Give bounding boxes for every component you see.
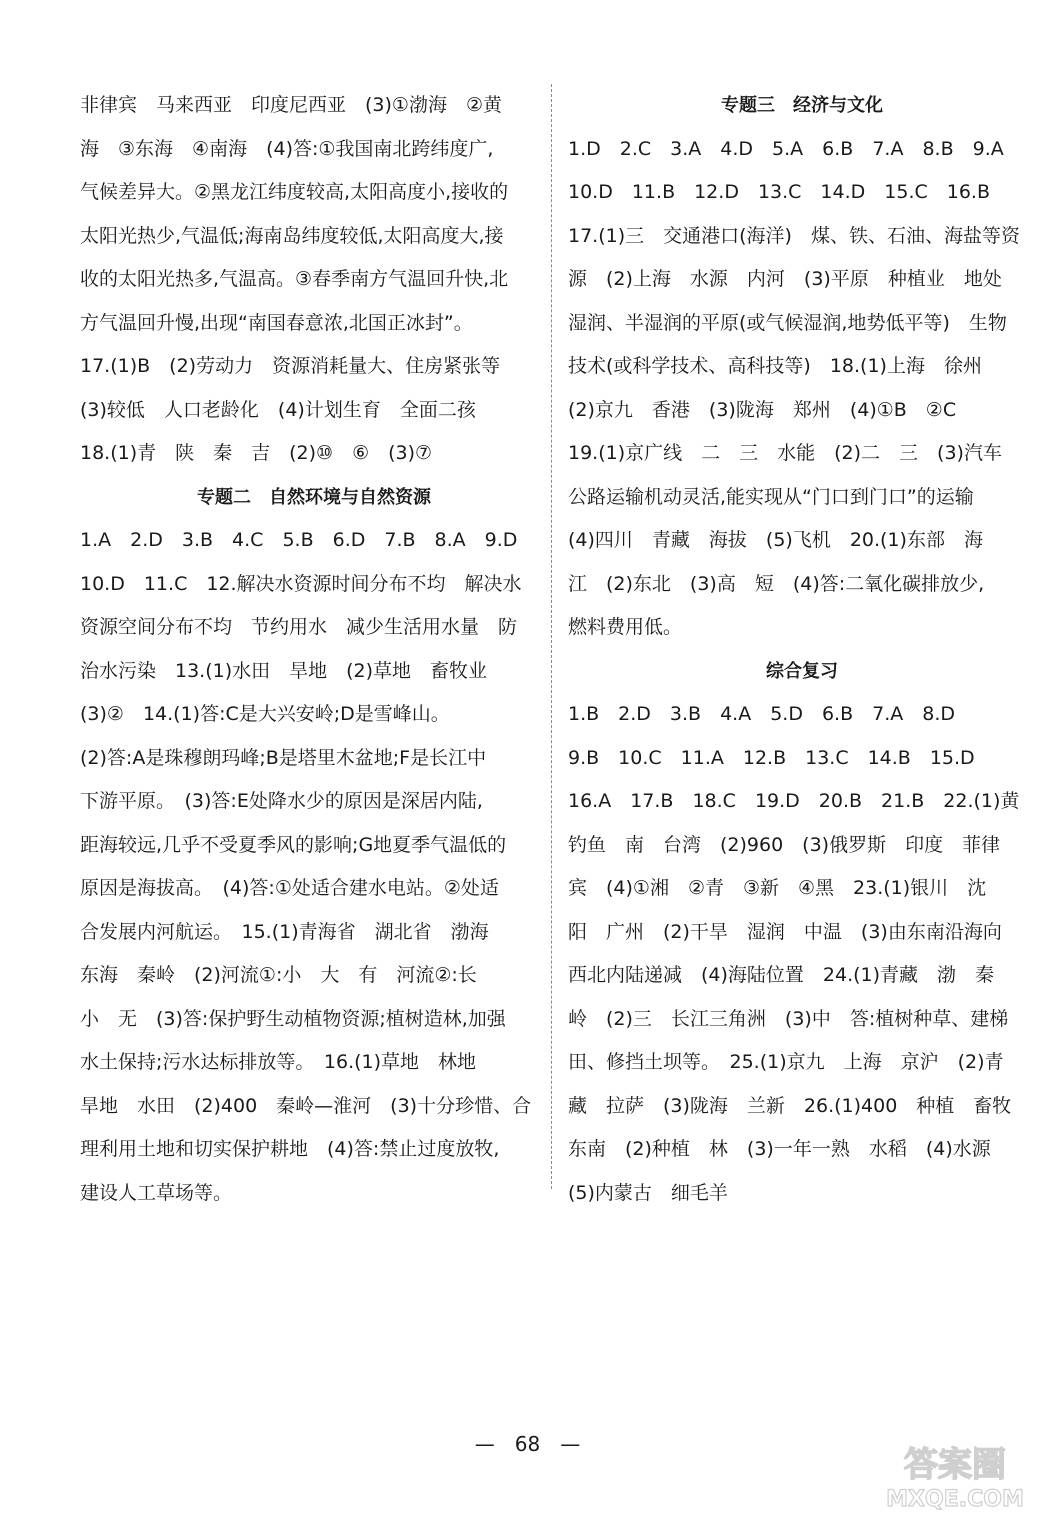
column-divider bbox=[551, 84, 552, 1189]
text-line: 气候差异大。②黑龙江纬度较高,太阳高度小,接收的 bbox=[80, 181, 509, 203]
text-line: 1.D 2.C 3.A 4.D 5.A 6.B 7.A 8.B 9.A bbox=[568, 137, 1004, 160]
text-line: (2)答:A是珠穆朗玛峰;B是塔里木盆地;F是长江中 bbox=[80, 746, 487, 769]
text-line: (4)四川 青藏 海拔 (5)飞机 20.(1)东部 海 bbox=[568, 529, 983, 551]
text-line: 10.D 11.B 12.D 13.C 14.D 15.C 16.B bbox=[568, 181, 991, 203]
text-line: 理利用土地和切实保护耕地 (4)答:禁止过度放牧, bbox=[80, 1138, 500, 1160]
text-line: 18.(1)青 陕 秦 吉 (2)⑩ ⑥ (3)⑦ bbox=[80, 442, 433, 464]
text-line: 1.B 2.D 3.B 4.A 5.D 6.B 7.A 8.D bbox=[568, 703, 956, 725]
watermark-logo bbox=[875, 1434, 1035, 1514]
text-line: 下游平原。 (3)答:E处降水少的原因是深居内陆, bbox=[80, 790, 483, 812]
text-line: 距海较远,几乎不受夏季风的影响;G地夏季气温低的 bbox=[80, 833, 507, 856]
text-line: 9.B 10.C 11.A 12.B 13.C 14.B 15.D bbox=[568, 746, 975, 769]
text-line: (3)② 14.(1)答:C是大兴安岭;D是雪峰山。 bbox=[80, 703, 450, 725]
text-line: 宾 (4)①湘 ②青 ③新 ④黑 23.(1)银川 沈 bbox=[568, 877, 987, 899]
text-line: 收的太阳光热多,气温高。③春季南方气温回升快,北 bbox=[80, 268, 509, 290]
text-line: 合发展内河航运。 15.(1)青海省 湖北省 渤海 bbox=[80, 920, 489, 943]
text-line: 小 无 (3)答:保护野生动植物资源;植树造林,加强 bbox=[80, 1007, 506, 1030]
text-line: 方气温回升慢,出现“南国春意浓,北国正冰封”。 bbox=[80, 311, 473, 334]
text-line: 藏 拉萨 (3)陇海 兰新 26.(1)400 种植 畜牧 bbox=[568, 1094, 1012, 1117]
section-heading: 专题二 自然环境与自然资源 bbox=[197, 486, 431, 508]
text-line: 19.(1)京广线 二 三 水能 (2)二 三 (3)汽车 bbox=[568, 442, 1002, 464]
text-line: 江 (2)东北 (3)高 短 (4)答:二氧化碳排放少, bbox=[568, 572, 985, 595]
text-line: 治水污染 13.(1)水田 旱地 (2)草地 畜牧业 bbox=[80, 659, 488, 682]
text-line: 钓鱼 南 台湾 (2)960 (3)俄罗斯 印度 菲律 bbox=[568, 833, 1001, 856]
text-line: 资源空间分布不均 节约用水 减少生活用水量 防 bbox=[80, 616, 518, 638]
text-line: (5)内蒙古 细毛羊 bbox=[568, 1181, 728, 1204]
text-line: 湿润、半湿润的平原(或气候湿润,地势低平等) 生物 bbox=[568, 311, 1007, 334]
text-line: 燃料费用低。 bbox=[568, 616, 683, 638]
left-column bbox=[80, 84, 548, 1215]
page-number: — 68 — bbox=[474, 1432, 581, 1456]
text-line: (3)较低 人口老龄化 (4)计划生育 全面二孩 bbox=[80, 398, 476, 421]
text-line: 17.(1)三 交通港口(海洋) 煤、铁、石油、海盐等资 bbox=[568, 224, 1020, 247]
section-heading: 综合复习 bbox=[766, 660, 838, 682]
text-line: 17.(1)B (2)劳动力 资源消耗量大、住房紧张等 bbox=[80, 355, 501, 377]
text-line: 西北内陆递减 (4)海陆位置 24.(1)青藏 渤 秦 bbox=[568, 964, 995, 986]
text-line: 旱地 水田 (2)400 秦岭—淮河 (3)十分珍惜、合 bbox=[80, 1094, 532, 1117]
text-line: 东海 秦岭 (2)河流①:小 大 有 河流②:长 bbox=[80, 964, 477, 986]
text-line: 水土保持;污水达标排放等。 16.(1)草地 林地 bbox=[80, 1051, 477, 1073]
text-line: 10.D 11.C 12.解决水资源时间分布不均 解决水 bbox=[80, 572, 522, 595]
watermark-text-bottom: MXQE.COM bbox=[886, 1487, 1024, 1512]
text-line: 岭 (2)三 长江三角洲 (3)中 答:植树种草、建梯 bbox=[568, 1007, 1009, 1030]
text-line: 田、修挡土坝等。 25.(1)京九 上海 京沪 (2)青 bbox=[568, 1051, 1004, 1073]
text-line: 非律宾 马来西亚 印度尼西亚 (3)①渤海 ②黄 bbox=[80, 94, 502, 116]
section-heading: 专题三 经济与文化 bbox=[721, 95, 883, 116]
text-line: 海 ③东海 ④南海 (4)答:①我国南北跨纬度广, bbox=[80, 137, 494, 160]
text-line: 东南 (2)种植 林 (3)一年一熟 水稻 (4)水源 bbox=[568, 1138, 991, 1160]
text-line: 公路运输机动灵活,能实现从“门口到门口”的运输 bbox=[568, 485, 974, 508]
text-line: 太阳光热少,气温低;海南岛纬度较低,太阳高度大,接 bbox=[80, 224, 504, 247]
text-line: (2)京九 香港 (3)陇海 郑州 (4)①B ②C bbox=[568, 398, 957, 421]
watermark-text-top: 答案圈 bbox=[904, 1445, 1006, 1485]
right-column bbox=[568, 84, 1036, 1215]
text-line: 建设人工草场等。 bbox=[80, 1181, 233, 1204]
text-line: 16.A 17.B 18.C 19.D 20.B 21.B 22.(1)黄 bbox=[568, 790, 1020, 812]
text-line: 原因是海拔高。 (4)答:①处适合建水电站。②处适 bbox=[80, 877, 499, 899]
text-line: 阳 广州 (2)干旱 湿润 中温 (3)由东南沿海向 bbox=[568, 920, 1002, 943]
text-line: 1.A 2.D 3.B 4.C 5.B 6.D 7.B 8.A 9.D bbox=[80, 529, 518, 551]
text-line: 技术(或科学技术、高科技等) 18.(1)上海 徐州 bbox=[568, 355, 982, 377]
text-line: 源 (2)上海 水源 内河 (3)平原 种植业 地处 bbox=[568, 268, 1002, 290]
